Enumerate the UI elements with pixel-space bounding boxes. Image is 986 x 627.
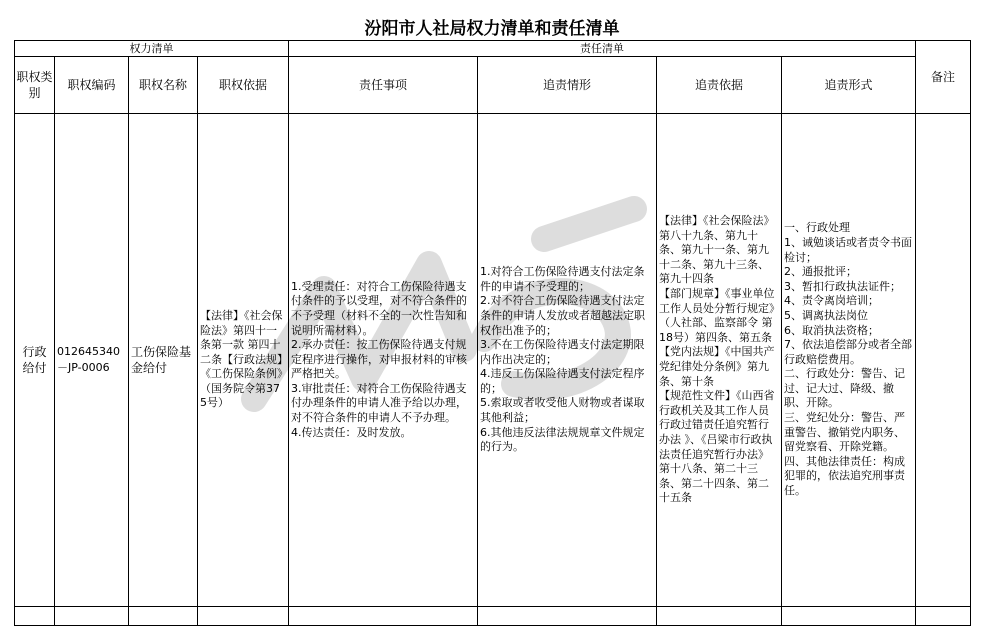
list-item: 2、通报批评； [784,265,857,279]
empty-cell [478,607,657,626]
group-header-row [15,41,971,57]
code-cell [55,114,129,607]
name-cell [129,114,198,607]
empty-cell [782,607,916,626]
accountability-basis-header: 追责依据 [657,57,782,114]
accountability-forms-header: 追责形式 [782,57,916,114]
remarks-header: 备注 [916,41,971,114]
list-item: 6、取消执法资格； [784,323,879,337]
accountability-cases-cell [478,114,657,607]
document-sheet [14,14,970,610]
list-item: 4.传达责任：及时发放。 [291,425,412,439]
list-item: 【部门规章】《事业单位工作人员处分暂行规定》（人社部、监察部令 第18号）第四条、第五条 [659,287,775,344]
document-title: 汾阳市人社局权力清单和责任清单 [364,19,620,39]
basis-text: 【法律】《社会保险法》第四十一条第一款 第四十二条【行政法规】《工伤保险条例》（国务院令第375号） [200,308,283,410]
table-row [15,114,971,607]
accountability-forms-cell [782,114,916,607]
list-item: 3、暂扣行政执法证件； [784,279,901,293]
category-text: 行政给付 [22,345,47,375]
empty-cell [289,607,478,626]
duty-list [289,280,477,441]
list-item: 5.索取或者收受他人财物或者谋取其他利益； [480,396,645,425]
list-item: 四、其他法律责任：构成犯罪的，依法追究刑事责任。 [784,454,905,498]
code-header: 职权编码 [55,57,129,114]
list-item: 4.违反工伤保险待遇支付法定程序的； [480,367,645,395]
list-item: 【党内法规】《中国共产党纪律处分条例》第九条、第十条 [659,345,775,388]
empty-cell [55,607,129,626]
list-item: 3.审批责任：对符合工伤保险待遇支付办理条件的申请人准予给以办理，对不符合条件的申请人不予办理。 [291,381,467,425]
empty-cell [129,607,198,626]
name-text: 工伤保险基金给付 [131,345,192,375]
duty-cell [289,114,478,607]
category-header: 职权类别 [15,57,55,114]
remarks-cell [916,114,971,607]
empty-row [15,607,971,626]
list-item: 二、行政处分：警告、记过、记大过、降级、撤职、开除。 [784,367,905,410]
list-item: 4、责令离岗培训； [784,294,879,308]
list-item: 【规范性文件】《山西省行政机关及其工作人员行政过错责任追究暂行办法 》、《吕梁市行政执法责任追究暂行办法》第十八条、第二十三条、第二十四条、第二十五条 [659,389,775,505]
list-item: 2.对不符合工伤保险待遇支付法定条件的申请人发放或者超越法定职权作出准予的； [480,294,645,337]
list-item: 【法律】《社会保险法》第八十九条、第九十条、第九十一条、第九十二条、第九十三条、第九十四条 [659,214,775,286]
empty-cell [657,607,782,626]
column-header-row [15,57,971,114]
list-item: 6.其他违反法律法规规章文件规定的行为。 [480,425,645,454]
responsibility-table [14,40,971,626]
list-item: 1.受理责任：对符合工伤保险待遇支付条件的予以受理，对不符合条件的不予受理（材料不全的一次性告知和说明所需材料）。 [291,279,467,337]
duty-header: 责任事项 [289,57,478,114]
accountability-forms-list [782,221,915,498]
accountability-cases-list [478,265,656,455]
empty-cell [15,607,55,626]
accountability-basis-list [657,214,781,506]
list-item: 1、诫勉谈话或者责令书面检讨； [784,235,912,264]
list-item: 1.对符合工伤保险待遇支付法定条件的申请不予受理的； [480,265,645,293]
list-item: 一、行政处理 [784,221,850,235]
responsibility-list-group-header: 责任清单 [289,41,916,57]
list-item: 7、依法追偿部分或者全部行政赔偿费用。 [784,338,912,366]
name-header: 职权名称 [129,57,198,114]
empty-cell [916,607,971,626]
basis-cell [198,114,289,607]
list-item: 2.承办责任：按工伤保险待遇支付规定程序进行操作，对申报材料的审核严格把关。 [291,338,467,381]
code-text: 012645340－JP-0006 [57,345,120,374]
list-item: 3.不在工伤保险待遇支付法定期限内作出决定的； [480,338,645,366]
accountability-cases-header: 追责情形 [478,57,657,114]
list-item: 5、调离执法岗位 [784,308,868,322]
accountability-basis-cell [657,114,782,607]
category-cell [15,114,55,607]
empty-cell [198,607,289,626]
basis-header: 职权依据 [198,57,289,114]
list-item: 三、党纪处分：警告、严重警告、撤销党内职务、留党察看、开除党籍。 [784,411,905,454]
power-list-group-header: 权力清单 [15,41,289,57]
